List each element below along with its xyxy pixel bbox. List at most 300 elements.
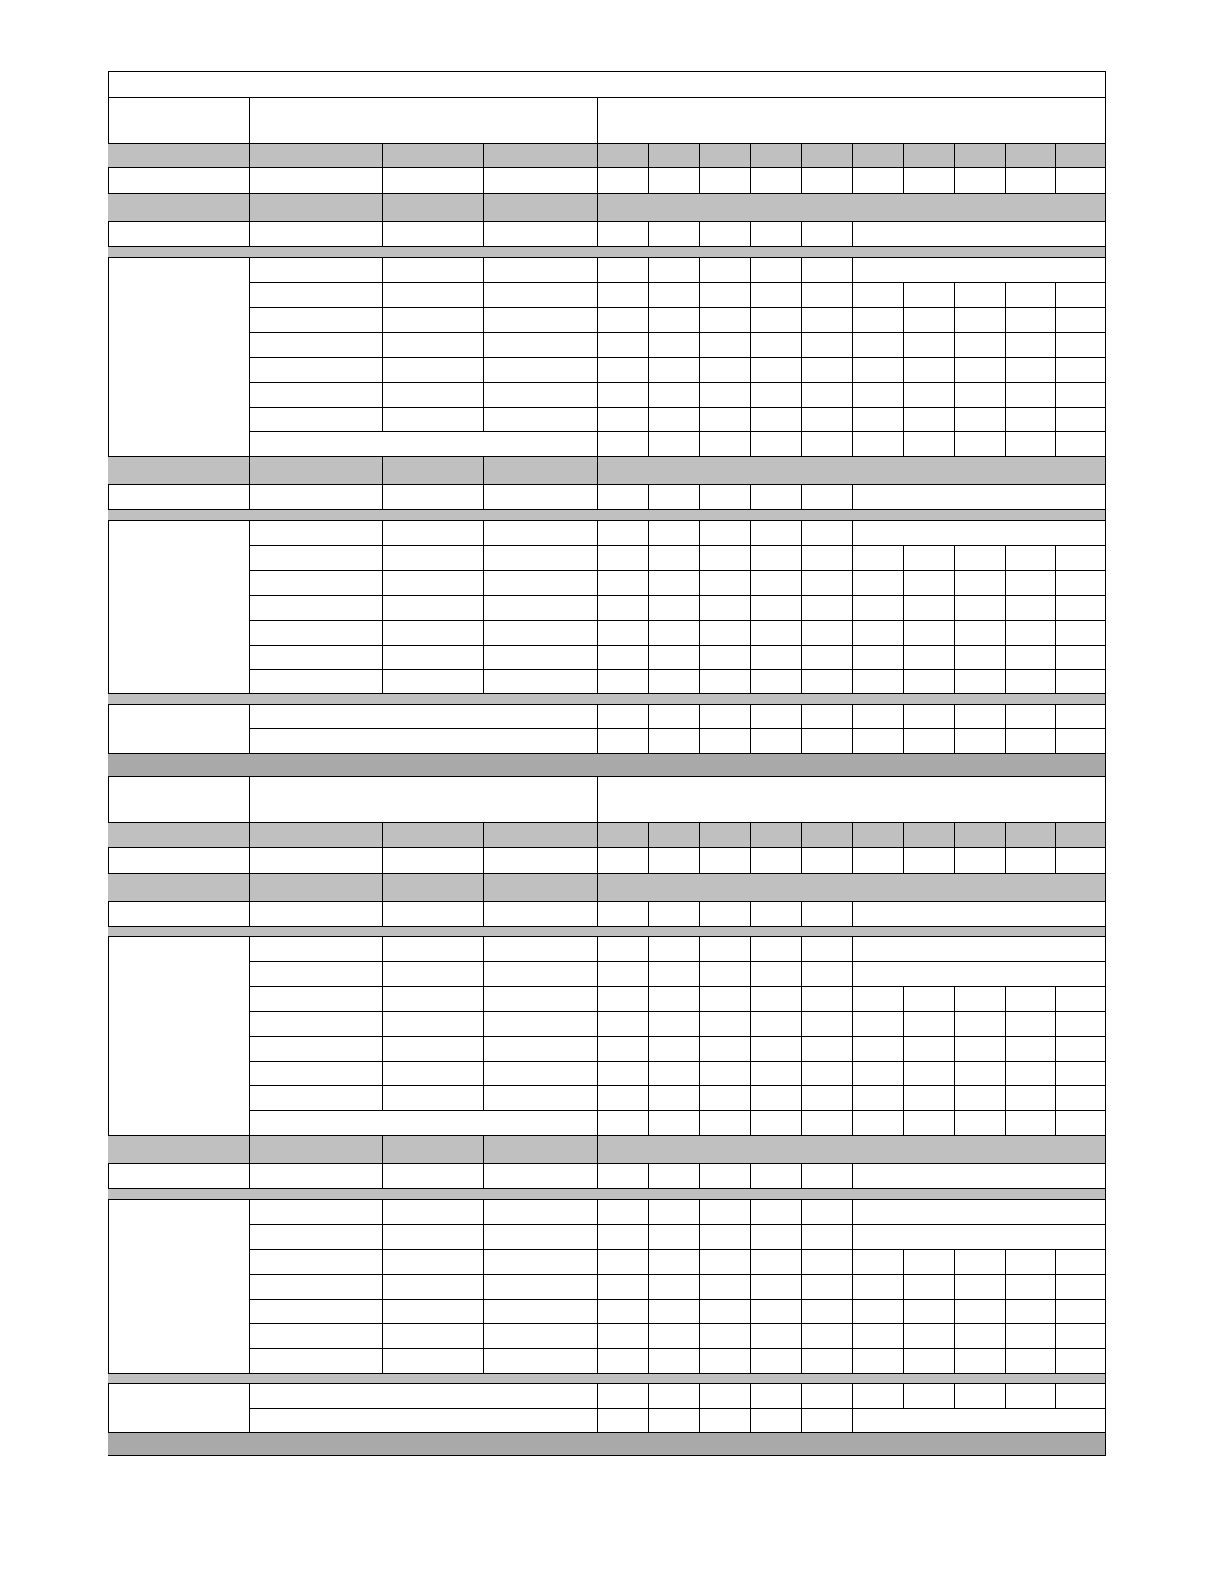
grid-rule (852, 669, 853, 694)
grid-rule (852, 282, 853, 308)
grid-rule (648, 307, 649, 333)
grid-rule (801, 901, 802, 927)
grid-rule (903, 1011, 904, 1037)
grid-rule (852, 143, 853, 168)
grid-rule (1105, 1249, 1106, 1275)
grid-rule (597, 545, 598, 571)
grid-rule (648, 1299, 649, 1324)
grid-rule (852, 1299, 853, 1324)
grid-rule (483, 873, 484, 902)
grid-rule (1005, 728, 1006, 754)
grid-rule (249, 620, 1106, 621)
grid-rule (597, 645, 598, 670)
grid-rule (1005, 704, 1006, 729)
grid-rule (801, 1011, 802, 1037)
grid-rule (852, 620, 853, 646)
grid-rule (852, 1011, 853, 1037)
shaded-header-row (108, 822, 1105, 847)
grid-rule (597, 1249, 598, 1275)
grid-rule (1005, 1085, 1006, 1111)
grid-rule (750, 1036, 751, 1062)
grid-rule (903, 1323, 904, 1349)
grid-rule (249, 1036, 1106, 1037)
grid-rule (954, 332, 955, 358)
grid-rule (750, 822, 751, 848)
grid-rule (648, 669, 649, 694)
grid-rule (954, 1249, 955, 1275)
grid-rule (648, 1323, 649, 1349)
grid-rule (903, 1085, 904, 1111)
grid-rule (1105, 307, 1106, 333)
grid-rule (382, 357, 383, 383)
form-top-border (108, 71, 1106, 72)
grid-rule (1055, 669, 1056, 694)
grid-rule (954, 986, 955, 1012)
grid-rule (903, 143, 904, 168)
grid-rule (801, 1036, 802, 1062)
grid-rule (648, 1274, 649, 1300)
grid-rule (1055, 1323, 1056, 1349)
grid-rule (483, 822, 484, 848)
grid-rule (108, 1373, 1106, 1374)
grid-rule (597, 357, 598, 383)
grid-rule (801, 1199, 802, 1225)
grid-rule (597, 936, 598, 962)
grid-rule (1005, 669, 1006, 694)
grid-rule (483, 901, 484, 927)
grid-rule (852, 221, 853, 247)
grid-rule (954, 822, 955, 848)
grid-rule (852, 1323, 853, 1349)
grid-rule (1105, 669, 1106, 694)
grid-rule (750, 669, 751, 694)
grid-rule (108, 1135, 1106, 1136)
grid-rule (382, 1163, 383, 1189)
grid-rule (648, 1110, 649, 1136)
grid-rule (699, 1011, 700, 1037)
grid-rule (597, 1199, 598, 1225)
grid-rule (699, 1323, 700, 1349)
grid-rule (699, 1249, 700, 1275)
grid-rule (249, 936, 1106, 937)
grid-rule (382, 1199, 383, 1225)
grid-rule (1055, 570, 1056, 596)
grid-rule (852, 1061, 853, 1086)
grid-rule (648, 282, 649, 308)
grid-rule (648, 257, 649, 283)
grid-rule (483, 484, 484, 510)
grid-rule (1105, 382, 1106, 408)
grid-rule (483, 193, 484, 222)
grid-rule (750, 484, 751, 510)
grid-rule (699, 1110, 700, 1136)
grid-rule (852, 407, 853, 432)
grid-rule (852, 570, 853, 596)
grid-rule (954, 570, 955, 596)
grid-rule (382, 307, 383, 333)
grid-rule (1105, 620, 1106, 646)
grid-rule (699, 484, 700, 510)
grid-rule (750, 407, 751, 432)
shaded-subheader-row (108, 873, 1105, 901)
grid-rule (108, 1455, 1106, 1456)
grid-rule (699, 307, 700, 333)
separator-band (108, 509, 1105, 520)
grid-rule (1055, 822, 1056, 848)
grid-rule (1105, 167, 1106, 194)
grid-rule (483, 545, 484, 571)
grid-rule (852, 986, 853, 1012)
grid-rule (382, 936, 383, 962)
grid-rule (108, 901, 1106, 902)
grid-rule (597, 1224, 598, 1250)
grid-rule (801, 257, 802, 283)
grid-rule (249, 961, 1106, 962)
grid-rule (903, 407, 904, 432)
grid-rule (801, 1348, 802, 1374)
grid-rule (750, 1199, 751, 1225)
grid-rule (1055, 595, 1056, 621)
grid-rule (1005, 645, 1006, 670)
grid-rule (597, 1274, 598, 1300)
grid-rule (954, 143, 955, 168)
grid-rule (954, 595, 955, 621)
grid-rule (801, 822, 802, 848)
grid-rule (249, 986, 1106, 987)
grid-rule (801, 645, 802, 670)
grid-rule (648, 704, 649, 729)
grid-rule (1005, 431, 1006, 457)
grid-rule (852, 936, 853, 962)
grid-rule (249, 645, 1106, 646)
grid-rule (108, 847, 1106, 848)
grid-rule (1105, 545, 1106, 571)
grid-rule (801, 1323, 802, 1349)
grid-rule (597, 221, 598, 247)
grid-rule (903, 847, 904, 874)
grid-rule (1105, 1323, 1106, 1349)
grid-rule (852, 645, 853, 670)
grid-rule (699, 847, 700, 874)
grid-rule (801, 570, 802, 596)
grid-rule (1005, 307, 1006, 333)
grid-rule (852, 847, 853, 874)
grid-rule (1005, 282, 1006, 308)
grid-rule (1005, 332, 1006, 358)
grid-rule (597, 1299, 598, 1324)
grid-rule (483, 332, 484, 358)
grid-rule (903, 332, 904, 358)
grid-rule (648, 545, 649, 571)
grid-rule (1005, 1061, 1006, 1086)
grid-rule (249, 1383, 1106, 1384)
grid-rule (249, 1274, 1106, 1275)
grid-rule (801, 986, 802, 1012)
grid-rule (903, 1274, 904, 1300)
grid-rule (249, 847, 250, 874)
grid-rule (750, 167, 751, 194)
grid-rule (648, 1249, 649, 1275)
grid-rule (108, 926, 1106, 927)
grid-rule (382, 1299, 383, 1324)
grid-rule (382, 545, 383, 571)
grid-rule (249, 357, 1106, 358)
grid-rule (249, 1085, 1106, 1086)
grid-rule (852, 1199, 853, 1225)
grid-rule (597, 1323, 598, 1349)
grid-rule (249, 1348, 1106, 1349)
separator-band (108, 1373, 1105, 1383)
grid-rule (249, 520, 250, 694)
grid-rule (597, 1163, 598, 1189)
grid-rule (648, 484, 649, 510)
grid-rule (852, 595, 853, 621)
grid-rule (750, 382, 751, 408)
grid-rule (699, 645, 700, 670)
grid-rule (1105, 1383, 1106, 1409)
section-divider-band (108, 1432, 1105, 1455)
grid-rule (249, 873, 250, 902)
grid-rule (699, 1163, 700, 1189)
grid-rule (1055, 1011, 1056, 1037)
grid-rule (1055, 167, 1056, 194)
grid-rule (1005, 570, 1006, 596)
grid-rule (249, 776, 250, 823)
grid-rule (249, 221, 250, 247)
grid-rule (801, 1274, 802, 1300)
grid-rule (1055, 545, 1056, 571)
grid-rule (903, 595, 904, 621)
grid-rule (108, 1188, 1106, 1189)
grid-rule (954, 1348, 955, 1374)
grid-rule (852, 167, 853, 194)
grid-rule (954, 282, 955, 308)
grid-rule (483, 645, 484, 670)
grid-rule (1005, 1348, 1006, 1374)
grid-rule (801, 307, 802, 333)
grid-rule (382, 1036, 383, 1062)
grid-rule (249, 822, 250, 848)
grid-rule (1105, 1299, 1106, 1324)
grid-rule (597, 728, 598, 754)
grid-rule (483, 1036, 484, 1062)
grid-rule (597, 307, 598, 333)
grid-rule (903, 357, 904, 383)
grid-rule (801, 620, 802, 646)
grid-rule (1105, 704, 1106, 729)
grid-rule (801, 1085, 802, 1111)
grid-rule (750, 545, 751, 571)
grid-rule (1055, 143, 1056, 168)
grid-rule (597, 1036, 598, 1062)
grid-rule (648, 570, 649, 596)
grid-rule (382, 1274, 383, 1300)
grid-rule (249, 382, 1106, 383)
grid-rule (699, 669, 700, 694)
grid-rule (1105, 847, 1106, 874)
grid-rule (750, 357, 751, 383)
grid-rule (699, 936, 700, 962)
grid-rule (852, 1224, 853, 1250)
grid-rule (954, 1323, 955, 1349)
grid-rule (382, 873, 383, 902)
grid-rule (597, 595, 598, 621)
grid-rule (382, 282, 383, 308)
grid-rule (249, 143, 250, 168)
grid-rule (903, 620, 904, 646)
grid-rule (750, 282, 751, 308)
grid-rule (1005, 595, 1006, 621)
grid-rule (699, 704, 700, 729)
grid-rule (954, 357, 955, 383)
grid-rule (382, 822, 383, 848)
grid-rule (699, 1224, 700, 1250)
grid-rule (750, 1011, 751, 1037)
grid-rule (801, 221, 802, 247)
grid-rule (1105, 1110, 1106, 1136)
grid-rule (903, 431, 904, 457)
grid-rule (1005, 847, 1006, 874)
grid-rule (852, 1249, 853, 1275)
grid-rule (1055, 407, 1056, 432)
shaded-subheader-row (108, 1135, 1105, 1163)
grid-rule (249, 431, 1106, 432)
grid-rule (699, 822, 700, 848)
grid-rule (954, 1036, 955, 1062)
grid-rule (903, 1249, 904, 1275)
grid-rule (597, 1408, 598, 1433)
grid-rule (852, 1036, 853, 1062)
grid-rule (382, 257, 383, 283)
grid-rule (249, 307, 1106, 308)
grid-rule (597, 143, 598, 168)
grid-rule (483, 257, 484, 283)
grid-rule (852, 257, 853, 283)
grid-rule (1105, 595, 1106, 621)
grid-rule (699, 221, 700, 247)
grid-rule (801, 728, 802, 754)
grid-rule (852, 1110, 853, 1136)
grid-rule (699, 382, 700, 408)
grid-rule (954, 431, 955, 457)
grid-rule (903, 1061, 904, 1086)
grid-rule (750, 1110, 751, 1136)
grid-rule (954, 1011, 955, 1037)
grid-rule (1055, 728, 1056, 754)
grid-rule (852, 1274, 853, 1300)
grid-rule (954, 847, 955, 874)
grid-rule (801, 167, 802, 194)
grid-rule (852, 545, 853, 571)
grid-rule (108, 221, 1106, 222)
grid-rule (1105, 1011, 1106, 1037)
grid-rule (1005, 986, 1006, 1012)
grid-rule (249, 257, 1106, 258)
grid-rule (483, 1348, 484, 1374)
grid-rule (382, 221, 383, 247)
grid-rule (382, 520, 383, 546)
grid-rule (1105, 332, 1106, 358)
grid-rule (750, 986, 751, 1012)
grid-rule (483, 1323, 484, 1349)
grid-rule (648, 143, 649, 168)
grid-rule (954, 1110, 955, 1136)
grid-rule (801, 332, 802, 358)
grid-rule (852, 1163, 853, 1189)
grid-rule (801, 431, 802, 457)
grid-rule (483, 936, 484, 962)
grid-rule (801, 1383, 802, 1409)
grid-rule (483, 1274, 484, 1300)
grid-rule (699, 961, 700, 987)
grid-rule (801, 143, 802, 168)
grid-rule (483, 986, 484, 1012)
grid-rule (249, 669, 1106, 670)
grid-rule (597, 570, 598, 596)
grid-rule (903, 282, 904, 308)
grid-rule (483, 167, 484, 194)
grid-rule (249, 332, 1106, 333)
grid-rule (382, 193, 383, 222)
grid-rule (903, 704, 904, 729)
grid-rule (801, 1061, 802, 1086)
grid-rule (382, 407, 383, 432)
grid-rule (699, 728, 700, 754)
grid-rule (382, 1224, 383, 1250)
grid-rule (249, 97, 250, 144)
grid-rule (249, 728, 1106, 729)
grid-rule (483, 570, 484, 596)
grid-rule (699, 1299, 700, 1324)
grid-rule (699, 986, 700, 1012)
grid-rule (249, 1199, 1106, 1200)
grid-rule (483, 620, 484, 646)
grid-rule (1055, 1036, 1056, 1062)
grid-rule (648, 382, 649, 408)
grid-rule (699, 595, 700, 621)
grid-rule (750, 1383, 751, 1409)
grid-rule (699, 1274, 700, 1300)
grid-rule (954, 728, 955, 754)
grid-rule (249, 456, 250, 485)
grid-rule (382, 382, 383, 408)
grid-rule (801, 1224, 802, 1250)
grid-rule (750, 570, 751, 596)
grid-rule (249, 1163, 250, 1189)
grid-rule (382, 332, 383, 358)
grid-rule (750, 961, 751, 987)
grid-rule (249, 1011, 1106, 1012)
grid-rule (801, 407, 802, 432)
grid-rule (648, 645, 649, 670)
grid-rule (750, 1323, 751, 1349)
grid-rule (382, 484, 383, 510)
grid-rule (699, 901, 700, 927)
grid-rule (108, 97, 1106, 98)
grid-rule (903, 1110, 904, 1136)
grid-rule (1005, 1110, 1006, 1136)
grid-rule (1005, 1323, 1006, 1349)
grid-rule (597, 431, 598, 457)
grid-rule (750, 704, 751, 729)
grid-rule (852, 961, 853, 987)
grid-rule (750, 728, 751, 754)
grid-rule (801, 704, 802, 729)
grid-rule (483, 1163, 484, 1189)
grid-rule (1005, 620, 1006, 646)
grid-rule (249, 595, 1106, 596)
grid-rule (597, 282, 598, 308)
